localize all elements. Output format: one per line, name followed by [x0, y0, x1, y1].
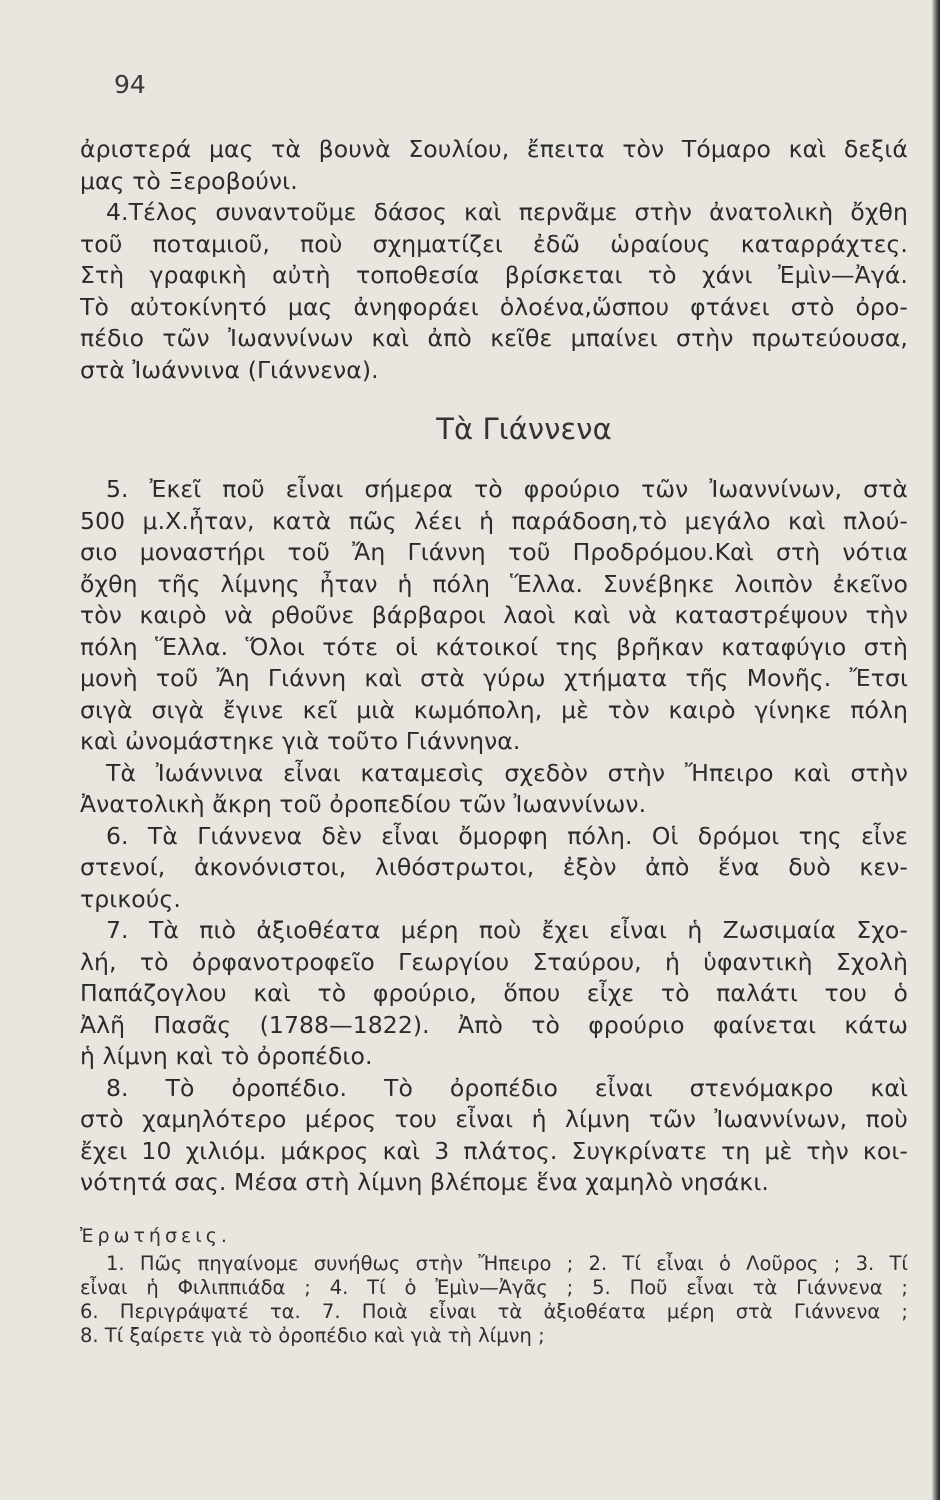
- text-line: πέδιο τῶν Ἰωαννίνων καὶ ἀπὸ κεῖθε μπαίνει στὴν πρωτεύουσα,: [80, 324, 908, 352]
- text-line: τρικούς.: [80, 884, 181, 913]
- text-line: σιγὰ σιγὰ ἔγινε κεῖ μιὰ κωμόπολη, μὲ τὸν καιρὸ γίνηκε πόλη: [80, 695, 908, 724]
- question-line: 6. Περιγράψατέ τα. 7. Ποιὰ εἶναι τὰ ἀξιοθέατα μέρη στὰ Γιάννενα ;: [80, 1300, 908, 1323]
- text-line: μονὴ τοῦ Ἄη Γιάννη καὶ στὰ γύρω χτήματα τῆς Μονῆς. Ἔτσι: [80, 664, 908, 692]
- text-line: μας τὸ Ξεροβούνι.: [80, 166, 298, 195]
- text-line: 6. Τὰ Γιάννενα δὲν εἶναι ὄμορφη πόλη. Οἱ δρόμοι της εἶνε: [106, 821, 908, 850]
- text-line: Ἀνατολικὴ ἄκρη τοῦ ὀροπεδίου τῶν Ἰωαννίνων.: [80, 790, 647, 818]
- text-line: 7. Τὰ πιὸ ἀξιοθέατα μέρη ποὺ ἔχει εἶναι ἡ Ζωσιμαία Σχο-: [106, 916, 908, 944]
- main-text: [80, 134, 908, 1199]
- text-line: σιο μοναστήρι τοῦ Ἄη Γιάννη τοῦ Προδρόμου.Καὶ στὴ νότια: [80, 538, 908, 566]
- text-line: 8. Τὸ ὀροπέδιο. Τὸ ὀροπέδιο εἶναι στενόμακρο καὶ: [106, 1073, 908, 1102]
- question-line: 8. Τί ξαίρετε γιὰ τὸ ὀροπέδιο καὶ γιὰ τὴ λίμνη ;: [80, 1324, 545, 1347]
- text-line: ὄχθη τῆς λίμνης ἦταν ἡ πόλη Ἕλλα. Συνέβηκε λοιπὸν ἐκεῖνο: [80, 569, 908, 598]
- text-line: στὰ Ἰωάννινα (Γιάννενα).: [80, 355, 379, 384]
- question-line: 1. Πῶς πηγαίνομε συνήθως στὴν Ἤπειρο ; 2. Τί εἶναι ὁ Λοῦρος ; 3. Τί: [106, 1252, 908, 1275]
- text-line: λή, τὸ ὀρφανοτροφεῖο Γεωργίου Σταύρου, ἡ ὑφαντικὴ Σχολὴ: [80, 947, 908, 976]
- text-line: καὶ ὠνομάστηκε γιὰ τοῦτο Γιάννηνα.: [80, 727, 521, 755]
- questions-section: [80, 1224, 908, 1348]
- page-number: 94: [114, 70, 146, 99]
- text-line: Ἀλῆ Πασᾶς (1788—1822). Ἀπὸ τὸ φρούριο φαίνεται κάτω: [80, 1010, 908, 1039]
- text-line: ἔχει 10 χιλιόμ. μάκρος καὶ 3 πλάτος. Συγκρίνατε τη μὲ τὴν κοι-: [80, 1136, 908, 1165]
- text-line: Τὸ αὐτοκίνητό μας ἀνηφοράει ὁλοένα,ὥσπου φτάνει στὸ ὀρο-: [80, 292, 908, 321]
- text-line: Παπάζογλου καὶ τὸ φρούριο, ὅπου εἶχε τὸ παλάτι του ὁ: [80, 979, 908, 1007]
- questions-title: Ἐρωτήσεις.: [80, 1225, 231, 1247]
- text-line: ἡ λίμνη καὶ τὸ ὀροπέδιο.: [80, 1042, 373, 1070]
- text-line: τὸν καιρὸ νὰ ρθοῦνε βάρβαροι λαοὶ καὶ νὰ καταστρέψουν τὴν: [80, 601, 908, 629]
- text-line: 4.Τέλος συναντοῦμε δάσος καὶ περνᾶμε στὴν ἀνατολικὴ ὄχθη: [106, 198, 908, 226]
- text-line: 500 μ.Χ.ἦταν, κατὰ πῶς λέει ἡ παράδοση,τὸ μεγάλο καὶ πλού-: [80, 506, 908, 535]
- text-line: ἀριστερά μας τὰ βουνὰ Σουλίου, ἔπειτα τὸν Τόμαρο καὶ δεξιά: [80, 135, 908, 163]
- text-line: στενοί, ἀκονόνιστοι, λιθόστρωτοι, ἐξὸν ἀπὸ ἕνα δυὸ κεν-: [80, 853, 908, 881]
- text-line: τοῦ ποταμιοῦ, ποὺ σχηματίζει ἐδῶ ὡραίους καταρράχτες.: [80, 229, 908, 258]
- text-line: Τὰ Ἰωάννινα εἶναι καταμεσὶς σχεδὸν στὴν Ἤπειρο καὶ στὴν: [106, 758, 908, 787]
- text-line: νότητά σας. Μέσα στὴ λίμνη βλέπομε ἕνα χαμηλὸ νησάκι.: [80, 1168, 770, 1196]
- text-line: στὸ χαμηλότερο μέρος του εἶναι ἡ λίμνη τῶν Ἰωαννίνων, ποὺ: [80, 1105, 908, 1133]
- text-line: Στὴ γραφικὴ αὐτὴ τοποθεσία βρίσκεται τὸ χάνι Ἐμὶν—Ἀγά.: [80, 261, 908, 289]
- text-line: 5. Ἐκεῖ ποῦ εἶναι σήμερα τὸ φρούριο τῶν Ἰωαννίνων, στὰ: [106, 475, 908, 503]
- question-line: εἶναι ἡ Φιλιππιάδα ; 4. Τί ὁ Ἐμὶν—Ἀγᾶς ; 5. Ποῦ εἶναι τὰ Γιάννενα ;: [80, 1276, 908, 1299]
- section-heading: Τὰ Γιάννενα: [436, 412, 612, 446]
- page-edge-shadow: [932, 0, 940, 1500]
- text-line: πόλη Ἕλλα. Ὅλοι τότε οἱ κάτοικοί της βρῆκαν καταφύγιο στὴ: [80, 632, 908, 661]
